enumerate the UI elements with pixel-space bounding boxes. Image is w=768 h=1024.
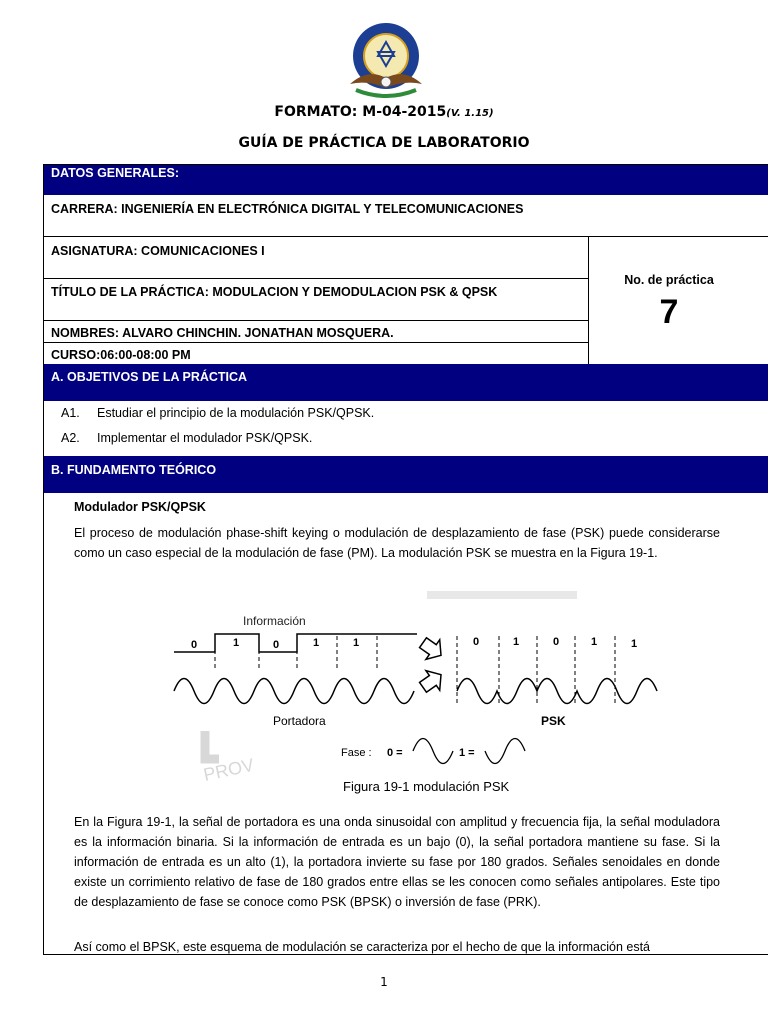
practice-number-label: No. de práctica xyxy=(624,273,714,287)
psk-wave xyxy=(457,679,657,704)
document-frame xyxy=(43,164,768,955)
objective-text: Implementar el modulador PSK/QPSK. xyxy=(97,431,313,445)
watermark-mark xyxy=(427,591,577,599)
row-divider xyxy=(44,236,768,237)
asignatura-field: ASIGNATURA: COMUNICACIONES I xyxy=(51,244,265,258)
laurel-icon xyxy=(356,90,416,96)
information-label: Información xyxy=(243,614,306,628)
psk-figure xyxy=(169,591,659,801)
theory-paragraph: El proceso de modulación phase-shift keying o modulación de desplazamiento de fase (PSK) puede considerarse como un caso especial de la modulación de fase (PM). La modulación PSK se muestra en la Figura 19-1. xyxy=(74,526,720,560)
course-field: CURSO:06:00-08:00 PM xyxy=(51,348,191,362)
format-version: (V. 1.15) xyxy=(446,108,494,119)
theory-paragraph: En la Figura 19-1, la señal de portadora es una onda sinusoidal con amplitud y frecuencia fija, la señal moduladora es la información binaria. Si la información de entrada es un bajo (0), la señal portadora mantiene su fase. Si la información de entrada es un alto (1), la portadora invierte su fase por 180 grados. Señales senoidales en donde existe un corrimiento relativo de fase de 180 grados entre ellas se les conocen como señales antipolares. Este tipo de desplazamiento de fase se conoce como PSK (BPSK) o inversión de fase (PRK). xyxy=(74,815,720,909)
carrier-label: Portadora xyxy=(273,714,326,728)
phase-label: Fase : xyxy=(341,747,372,759)
psk-label: PSK xyxy=(541,714,566,728)
carrier-wave xyxy=(174,679,414,704)
phase0-wave xyxy=(413,739,453,764)
bit-label: 1 xyxy=(233,637,240,649)
objective-item xyxy=(44,406,768,422)
bit-label: 1 xyxy=(313,637,320,649)
watermark-text: PROV xyxy=(201,754,256,785)
format-title xyxy=(0,104,768,120)
practice-number: 7 xyxy=(659,293,679,331)
objectives-header: A. OBJETIVOS DE LA PRÁCTICA xyxy=(44,364,768,401)
format-label: FORMATO: M-04-2015 xyxy=(274,104,447,120)
eagle-head-icon xyxy=(381,77,391,87)
theory-subheading: Modulador PSK/QPSK xyxy=(74,500,206,514)
objective-text: Estudiar el principio de la modulación PSK/QPSK. xyxy=(97,406,375,420)
bit-label: 1 xyxy=(631,638,638,650)
row-divider xyxy=(44,278,588,279)
bit-label: 1 xyxy=(591,636,598,648)
theory-paragraph: Así como el BPSK, este esquema de modulación se caracteriza por el hecho de que la información está xyxy=(74,940,651,954)
university-logo xyxy=(344,22,428,98)
bit-label: 0 xyxy=(273,639,280,651)
phase1-label: 1 = xyxy=(459,747,475,759)
names-field: NOMBRES: ALVARO CHINCHIN. JONATHAN MOSQUERA. xyxy=(51,326,394,340)
bit-label: 0 xyxy=(553,636,560,648)
general-data-header: DATOS GENERALES: xyxy=(44,165,768,195)
page-number: 1 xyxy=(380,975,388,989)
guide-title: GUÍA DE PRÁCTICA DE LABORATORIO xyxy=(238,135,530,151)
objective-number: A2. xyxy=(61,431,80,445)
phase0-label: 0 = xyxy=(387,747,403,759)
phase1-wave xyxy=(485,739,525,764)
bit-label: 1 xyxy=(353,637,360,649)
bit-label: 0 xyxy=(191,639,198,651)
bit-label: 1 xyxy=(513,636,520,648)
watermark-mark xyxy=(205,731,219,759)
binary-signal xyxy=(174,634,417,652)
row-divider xyxy=(44,320,588,321)
objective-item xyxy=(44,431,768,447)
carrera-field: CARRERA: INGENIERÍA EN ELECTRÓNICA DIGITAL Y TELECOMUNICACIONES xyxy=(51,202,524,216)
objective-number: A1. xyxy=(61,406,80,420)
bit-label: 0 xyxy=(473,636,480,648)
theory-header: B. FUNDAMENTO TEÓRICO xyxy=(44,456,768,493)
arrow-down-icon xyxy=(416,633,448,665)
practice-title-field: TÍTULO DE LA PRÁCTICA: MODULACION Y DEMODULACION PSK & QPSK xyxy=(51,285,498,299)
figure-caption: Figura 19-1 modulación PSK xyxy=(343,779,510,794)
row-divider xyxy=(44,342,588,343)
arrow-up-icon xyxy=(416,665,448,697)
